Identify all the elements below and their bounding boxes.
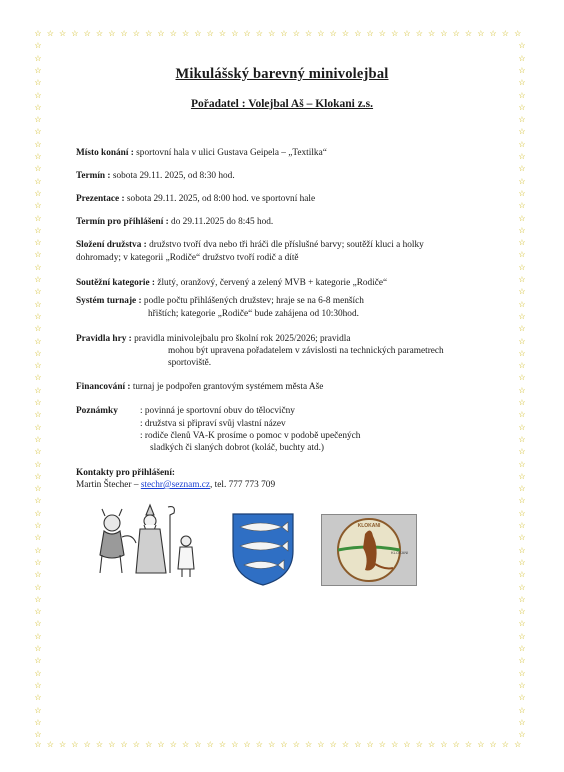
team-composition-value: družstvo tvoří dva nebo tři hráči dle příslušné barvy; soutěží kluci a holky [146,240,424,250]
signup-deadline-value: do 29.11.2025 do 8:45 hod. [168,217,274,227]
star-border-icon: ☆ [452,29,460,38]
star-border-icon: ☆ [34,275,42,284]
star-border-icon: ☆ [317,29,325,38]
star-border-icon: ☆ [34,422,42,432]
star-border-icon: ☆ [305,29,313,38]
contacts-line [76,479,496,492]
star-border-icon: ☆ [501,29,509,38]
star-border-icon: ☆ [243,29,251,38]
star-border-icon: ☆ [34,557,42,567]
star-border-icon: ☆ [34,398,42,407]
star-border-icon: ☆ [518,287,526,297]
rules-value-2: mohou být upravena pořadatelem v závislosti na technických parametrech [168,346,444,356]
star-border-icon: ☆ [477,740,485,749]
notes-item: : povinná je sportovní obuv do tělocvičny [140,406,295,416]
star-border-icon: ☆ [366,29,374,38]
star-border-icon: ☆ [255,29,263,38]
star-border-icon: ☆ [518,607,526,617]
star-border-icon: ☆ [34,361,42,371]
star-border-icon: ☆ [292,29,300,38]
star-border-icon: ☆ [518,508,526,518]
star-border-icon: ☆ [34,496,42,506]
star-border-icon: ☆ [518,434,526,444]
star-border-icon: ☆ [34,471,42,481]
star-border-icon: ☆ [34,447,42,457]
star-border-icon: ☆ [95,29,104,38]
star-border-icon: ☆ [34,545,42,555]
star-border-icon: ☆ [518,459,526,469]
star-border-icon: ☆ [489,29,497,38]
star-border-icon: ☆ [243,740,251,749]
star-border-icon: ☆ [378,740,386,749]
star-border-icon: ☆ [59,29,67,38]
signup-deadline-line [76,216,496,229]
venue-line [76,147,496,160]
venue-value: sportovní hala v ulici Gustava Geipela – „Textilka“ [133,148,327,158]
star-border-icon: ☆ [34,680,42,690]
star-border-icon: ☆ [391,29,399,38]
venue-label: Místo konání : [76,148,134,158]
star-border-icon: ☆ [366,740,374,749]
star-border-icon: ☆ [71,740,79,749]
star-border-icon: ☆ [280,29,288,38]
star-border-icon: ☆ [501,740,509,749]
star-border-icon: ☆ [34,348,42,358]
star-border-icon: ☆ [34,570,42,580]
star-border-icon: ☆ [518,656,526,666]
star-border-icon: ☆ [169,29,177,38]
star-border-icon: ☆ [34,656,42,666]
star-border-icon: ☆ [317,740,325,749]
tournament-system-value-2: hřištích; kategorie „Rodiče“ bude zahájena od 10:30hod. [148,309,359,319]
city-crest-emblem [230,511,296,587]
star-border-icon: ☆ [182,29,190,38]
star-border-icon: ☆ [34,90,42,100]
star-border-icon: ☆ [34,139,42,149]
star-border-icon: ☆ [518,275,526,284]
date-label: Termín : [76,171,111,181]
star-border-icon: ☆ [518,324,526,334]
star-border-icon: ☆ [518,705,526,715]
star-border-icon: ☆ [518,373,526,383]
star-border-icon: ☆ [518,127,526,137]
star-border-icon: ☆ [518,299,526,309]
star-border-icon: ☆ [518,496,526,506]
star-border-icon: ☆ [34,533,42,543]
star-border-icon: ☆ [329,29,337,38]
star-border-icon: ☆ [391,740,399,749]
star-border-icon: ☆ [428,740,436,749]
star-border-icon: ☆ [194,29,202,38]
notes-item: : rodiče členů VA-K prosíme o pomoc v podobě upečených [140,431,361,441]
star-border-icon: ☆ [34,324,42,334]
star-border-icon: ☆ [34,311,42,321]
star-border-icon: ☆ [34,717,42,727]
star-border-icon: ☆ [206,29,214,38]
star-border-icon: ☆ [218,740,227,749]
star-border-icon: ☆ [46,29,54,38]
star-border-icon: ☆ [34,152,42,161]
star-border-icon: ☆ [518,717,526,727]
star-border-icon: ☆ [518,115,526,125]
star-border-icon: ☆ [518,570,526,580]
star-border-icon: ☆ [132,740,140,749]
star-border-icon: ☆ [34,631,42,641]
star-border-icon: ☆ [518,53,526,63]
notes-label: Poznámky [76,406,118,416]
star-border-icon: ☆ [34,102,42,112]
star-border-icon: ☆ [268,740,276,749]
star-border-icon: ☆ [132,29,140,38]
contact-email-link[interactable]: stechr@seznam.cz [140,480,211,490]
star-border-icon: ☆ [440,740,448,749]
star-border-icon: ☆ [83,29,91,38]
star-border-icon: ☆ [518,557,526,567]
star-border-icon: ☆ [34,459,42,469]
star-border-icon: ☆ [518,152,526,161]
star-border-icon: ☆ [489,740,497,749]
categories-value: žlutý, oranžový, červený a zelený MVB + kategorie „Rodiče“ [155,278,388,288]
tournament-system-value: podle počtu přihlášených družstev; hraje se na 6-8 menších [141,296,364,306]
star-border-icon: ☆ [440,29,448,38]
star-border-icon: ☆ [415,740,423,749]
star-border-icon: ☆ [157,740,165,749]
star-border-icon: ☆ [464,740,473,749]
svg-text:KLOKANI: KLOKANI [391,550,409,555]
star-border-icon: ☆ [194,740,202,749]
funding-line [76,381,496,394]
star-border-icon: ☆ [518,361,526,371]
star-border-icon: ☆ [108,29,116,38]
star-border-icon: ☆ [34,336,42,346]
star-border-icon: ☆ [34,693,42,703]
star-border-icon: ☆ [518,65,526,75]
star-border-icon: ☆ [34,644,42,653]
notes-label-wrap [76,405,136,418]
star-border-icon: ☆ [518,102,526,112]
star-border-icon: ☆ [34,213,42,223]
team-composition-value-2: dohromady; v kategorii „Rodiče“ družstvo tvoří rodič a dítě [76,253,299,263]
star-border-icon: ☆ [108,740,116,749]
categories-label: Soutěžní kategorie : [76,278,156,288]
star-border-icon: ☆ [34,225,42,235]
star-border-icon: ☆ [415,29,423,38]
star-border-icon: ☆ [518,41,526,51]
star-border-icon: ☆ [518,730,526,740]
star-border-icon: ☆ [518,225,526,235]
star-border-icon: ☆ [518,201,526,211]
star-border-icon: ☆ [268,29,276,38]
star-border-icon: ☆ [34,594,42,604]
star-border-icon: ☆ [354,740,362,749]
contact-phone: , tel. 777 773 709 [210,480,276,490]
star-border-icon: ☆ [34,484,42,494]
star-border-icon: ☆ [403,29,411,38]
star-border-icon: ☆ [518,447,526,457]
star-border-icon: ☆ [518,78,526,88]
star-border-icon: ☆ [34,41,42,51]
star-border-icon: ☆ [34,238,42,248]
star-border-icon: ☆ [34,29,42,38]
star-border-icon: ☆ [518,139,526,149]
star-border-icon: ☆ [34,508,42,518]
notes-item: sladkých či slaných dobrot (koláč, buchty atd.) [150,443,325,453]
registration-value: sobota 29.11. 2025, od 8:00 hod. ve sportovní hale [124,194,316,204]
star-border-icon: ☆ [341,740,350,749]
signup-deadline-label: Termín pro přihlášení : [76,217,169,227]
star-border-icon: ☆ [518,680,526,690]
club-logo-klokani [321,514,417,586]
star-border-icon: ☆ [403,740,411,749]
star-border-icon: ☆ [518,594,526,604]
rules-value: pravidla minivolejbalu pro školní rok 2025/2026; pravidla [131,334,351,344]
star-border-icon: ☆ [518,668,526,678]
star-border-icon: ☆ [305,740,313,749]
star-border-icon: ☆ [34,668,42,678]
star-border-icon: ☆ [464,29,473,38]
star-border-icon: ☆ [34,410,42,420]
star-border-icon: ☆ [518,348,526,358]
star-border-icon: ☆ [292,740,300,749]
star-border-icon: ☆ [34,53,42,63]
star-border-icon: ☆ [34,373,42,383]
star-border-icon: ☆ [34,78,42,88]
star-border-icon: ☆ [518,262,526,272]
star-border-icon: ☆ [255,740,263,749]
star-border-icon: ☆ [95,740,104,749]
star-border-icon: ☆ [46,740,54,749]
tournament-system-label: Systém turnaje : [76,296,142,306]
star-border-icon: ☆ [518,385,526,395]
star-border-icon: ☆ [518,90,526,100]
star-border-icon: ☆ [120,29,128,38]
star-border-icon: ☆ [518,164,526,174]
star-border-icon: ☆ [341,29,350,38]
star-border-icon: ☆ [34,164,42,174]
star-border-icon: ☆ [518,250,526,260]
contact-name: Martin Štecher – [76,480,141,490]
funding-label: Financování : [76,382,131,392]
date-line [76,170,496,183]
team-composition-line [76,239,496,265]
star-border-icon: ☆ [169,740,177,749]
star-border-icon: ☆ [34,740,42,749]
star-border-icon: ☆ [34,619,42,629]
star-border-icon: ☆ [34,730,42,740]
star-border-icon: ☆ [34,115,42,125]
star-border-icon: ☆ [34,607,42,617]
star-border-icon: ☆ [518,644,526,653]
tournament-system-line [76,295,496,308]
team-composition-label: Složení družstva : [76,240,147,250]
star-border-icon: ☆ [83,740,91,749]
star-border-icon: ☆ [518,188,526,198]
star-border-icon: ☆ [329,740,337,749]
star-border-icon: ☆ [280,740,288,749]
star-border-icon: ☆ [34,299,42,309]
star-border-icon: ☆ [452,740,460,749]
star-border-icon: ☆ [34,385,42,395]
star-border-icon: ☆ [218,29,227,38]
star-border-icon: ☆ [34,188,42,198]
funding-value: turnaj je podpořen grantovým systémem města Aše [130,382,324,392]
star-border-icon: ☆ [354,29,362,38]
star-border-icon: ☆ [34,127,42,137]
star-border-icon: ☆ [518,545,526,555]
star-border-icon: ☆ [231,29,239,38]
star-border-icon: ☆ [34,582,42,592]
star-border-icon: ☆ [71,29,79,38]
star-border-icon: ☆ [34,521,42,530]
mikulas-illustration [96,503,200,579]
star-border-icon: ☆ [518,213,526,223]
star-border-icon: ☆ [518,398,526,407]
star-border-icon: ☆ [34,65,42,75]
rules-label: Pravidla hry : [76,334,132,344]
star-border-icon: ☆ [518,484,526,494]
svg-text:KLOKANI: KLOKANI [357,523,381,529]
star-border-icon: ☆ [34,434,42,444]
star-border-icon: ☆ [518,410,526,420]
star-border-icon: ☆ [518,693,526,703]
star-border-icon: ☆ [34,705,42,715]
organizer-subtitle: Pořadatel : Volejbal Aš – Klokani z.s. [190,98,374,110]
star-border-icon: ☆ [518,471,526,481]
star-border-icon: ☆ [34,176,42,186]
star-border-icon: ☆ [120,740,128,749]
star-border-icon: ☆ [518,336,526,346]
star-border-icon: ☆ [518,619,526,629]
star-border-icon: ☆ [518,311,526,321]
star-border-icon: ☆ [34,262,42,272]
star-border-icon: ☆ [518,176,526,186]
rules-value-3: sportoviště. [168,358,212,368]
registration-label: Prezentace : [76,194,125,204]
star-border-icon: ☆ [34,201,42,211]
star-border-icon: ☆ [145,740,153,749]
star-border-icon: ☆ [145,29,153,38]
star-border-icon: ☆ [518,422,526,432]
star-border-icon: ☆ [477,29,485,38]
page-title: Mikulášský barevný minivolejbal [175,66,389,82]
star-border-icon: ☆ [34,287,42,297]
star-border-icon: ☆ [514,29,522,38]
star-border-icon: ☆ [182,740,190,749]
star-border-icon: ☆ [231,740,239,749]
star-border-icon: ☆ [157,29,165,38]
star-border-icon: ☆ [34,250,42,260]
contacts-label: Kontakty pro přihlášení: [76,468,176,478]
star-border-icon: ☆ [59,740,67,749]
star-border-icon: ☆ [518,533,526,543]
star-border-icon: ☆ [518,582,526,592]
date-value: sobota 29.11. 2025, od 8:30 hod. [110,171,235,181]
categories-line [76,277,496,290]
notes-item: : družstva si připraví svůj vlastní název [140,419,286,429]
star-border-icon: ☆ [206,740,214,749]
star-border-icon: ☆ [514,740,522,749]
star-border-icon: ☆ [428,29,436,38]
star-border-icon: ☆ [518,631,526,641]
registration-line [76,193,496,206]
star-border-icon: ☆ [518,238,526,248]
star-border-icon: ☆ [378,29,386,38]
star-border-icon: ☆ [518,521,526,530]
